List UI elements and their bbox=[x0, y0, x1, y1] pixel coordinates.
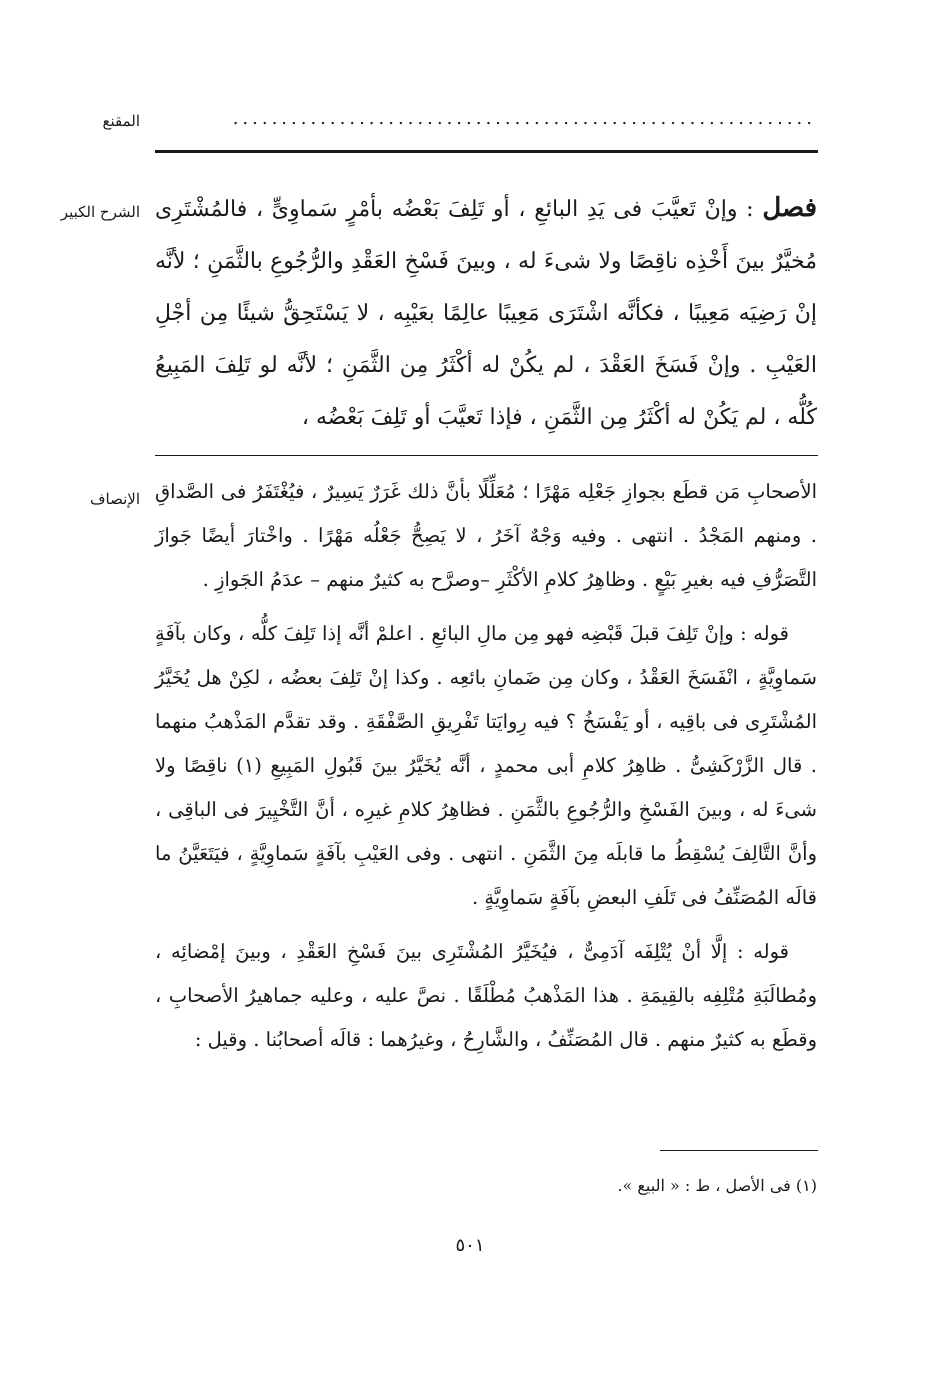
insaf-section-text bbox=[155, 470, 817, 1062]
section-divider bbox=[155, 455, 818, 456]
insaf-section-label: الإنصاف bbox=[89, 490, 140, 508]
insaf-paragraph: قوله : إلَّا أنْ يُتْلِفَه آدَمِىٌّ ، فيُخَيَّرُ المُشْتَرِى بينَ فَسْخِ العَقْدِ ، وبينَ إمْضائِه ، ومُطالَبَةِ مُتْلِفِه بالقِيمَةِ . هذا المَذْهبُ مُطْلَقًا . نصَّ عليه ، وعليه جماهيرُ الأصحابِ ، وقطَع به كثيرٌ منهم . قال المُصَنِّفُ ، والشَّارِحُ ، وغيرُهما : قالَه أصحابُنا . وقيل : bbox=[155, 940, 817, 1051]
insaf-paragraph-continued: الأصحابِ مَن قطَع بجوازِ جَعْلِه مَهْرًا ؛ مُعَلِّلًا بأنَّ ذلك غَرَرٌ يَسِيرٌ ، فيُغْتَفَرُ فى الصَّداقِ . ومنهم المَجْدُ . انتهى . وفيه وَجْهٌ آخَرُ ، لا يَصِحُّ جَعْلُه مَهْرًا . واخْتارَ أيضًا جَوازَ التَّصَرُّفِ فيه بغيرِ بَيْعٍ . وظاهِرُ كلامِ الأكْثَرِ –وصرَّح به كثيرٌ منهم – عدَمُ الجَوازِ . bbox=[155, 480, 817, 591]
page-number: ٥٠١ bbox=[455, 1235, 485, 1256]
header-dot-leader: ............................................................ bbox=[232, 108, 816, 128]
sharh-lead-word: فصل bbox=[762, 193, 817, 223]
running-header-title: المقنع bbox=[102, 112, 140, 130]
footnote-rule bbox=[660, 1150, 818, 1151]
sharh-body: : وإنْ تَعيَّبَ فى يَدِ البائعِ ، أو تَلِفَ بَعْضُه بأمْرٍ سَماوِىٍّ ، فالمُشْتَرِى مُخيَّرٌ بينَ أَخْذِه ناقِصًا ولا شىءَ له ، وبينَ فَسْخِ العَقْدِ والرُّجُوعِ بالثَّمَنِ ؛ لأنَّه إنْ رَضِيَه مَعِيبًا ، فكأنَّه اشْتَرَى مَعِيبًا عالِمًا بعَيْبِه ، لا يَسْتَحِقُّ شيئًا مِن أجْلِ العَيْبِ . وإنْ فَسَخَ العَقْدَ ، لم يكُنْ له أكْثَرُ مِن الثَّمَنِ ؛ لأنَّه لو تَلِفَ المَبِيعُ كُلُّه ، لم يَكُنْ له أكْثَرُ مِن الثَّمَنِ ، فإذا تَعيَّبَ أو تَلِفَ بَعْضُه ، bbox=[155, 197, 817, 430]
sharh-paragraph bbox=[155, 182, 817, 444]
insaf-paragraph: قوله : وإنْ تَلِفَ قبلَ قَبْضِه فهو مِن مالِ البائعِ . اعلمْ أنَّه إذا تَلِفَ كلُّه ، وكان بآفَةٍ سَماوِيَّةٍ ، انْفَسَخَ العَقْدُ ، وكان مِن ضَمانِ بائعِه . وكذا إنْ تَلِفَ بعضُه ، لكِنْ هل يُخَيَّرُ المُشْتَرِى فى باقِيه ، أو يَفْسَخُ ؟ فيه رِوايَتا تَفْرِيقِ الصَّفْقَةِ . وقد تقدَّم المَذْهبُ منهما . قال الزَّرْكَشِىُّ . ظاهِرُ كلامِ أبى محمدٍ ، أنَّه يُخَيَّرُ بينَ قَبُولِ المَبِيعِ (١) ناقِصًا ولا شىءَ له ، وبينَ الفَسْخِ والرُّجُوعِ بالثَّمَنِ . فظاهِرُ كلامِ غيرِه ، أنَّ التَّخْيِيرَ فى الباقِى ، وأنَّ التَّالِفَ يُسْقِطُ ما قابلَه مِنَ الثَّمَنِ . انتهى . وفى العَيْبِ بآفَةٍ سَماوِيَّةٍ ، فيَتَعَيَّنُ ما قالَه المُصَنِّفُ فى تَلَفِ البعضِ بآفَةٍ سَماوِيَّةٍ . bbox=[155, 622, 818, 909]
footnote: (١) فى الأصل ، ط : « البيع ». bbox=[617, 1176, 817, 1195]
sharh-section-text bbox=[155, 182, 817, 444]
sharh-section-label: الشرح الكبير bbox=[60, 203, 140, 221]
header-rule bbox=[155, 150, 818, 153]
